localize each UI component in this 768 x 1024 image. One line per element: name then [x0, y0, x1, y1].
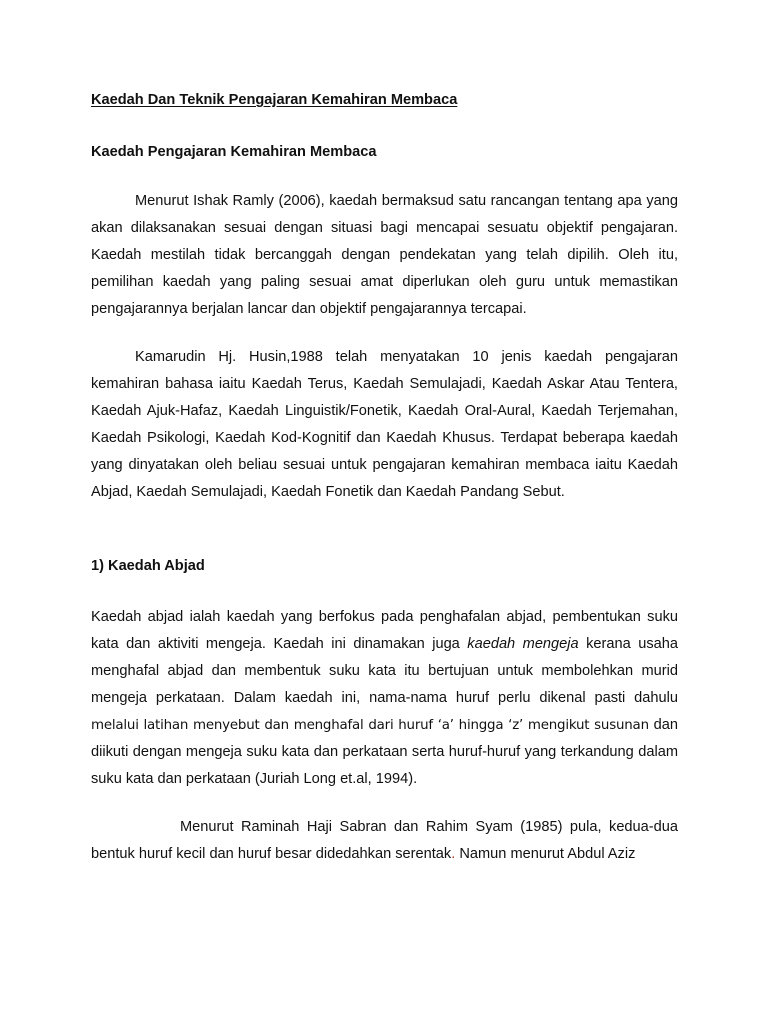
paragraph-text-alt-font: melalui latihan menyebut dan menghafal dari huruf ‘a’ hingga ‘z’ mengikut susunan — [91, 718, 649, 733]
italic-term: kaedah mengeja — [467, 636, 579, 652]
subheading-kaedah-abjad: 1) Kaedah Abjad — [91, 558, 205, 574]
section-heading: Kaedah Pengajaran Kemahiran Membaca — [91, 144, 377, 160]
paragraph-text: dan diikuti dengan mengeja suku kata dan perkataan serta huruf-huruf yang terkandung dalam suku kata dan perkataan (Juriah Long et.al, 1994). — [91, 717, 679, 787]
document-title: Kaedah Dan Teknik Pengajaran Kemahiran Membaca — [91, 92, 458, 108]
paragraph-text: Namun menurut Abdul Aziz — [455, 846, 636, 862]
paragraph-text: Kaedah abjad ialah kaedah yang berfokus pada penghafalan abjad, pembentukan suku kata dan aktiviti mengeja. Kaedah ini dinamakan juga — [91, 609, 678, 652]
red-period-mark: . — [451, 846, 456, 862]
paragraph-kamarudin: Kamarudin Hj. Husin,1988 telah menyatakan 10 jenis kaedah pengajaran kemahiran bahasa iaitu Kaedah Terus, Kaedah Semulajadi, Kaedah Askar Atau Tentera, Kaedah Ajuk-Hafaz, Kaedah Linguistik/Fonetik, Kaedah Oral-Aural, Kaedah Terjemahan, Kaedah Psikologi, Kaedah Kod-Kognitif dan Kaedah Khusus. Terdapat beberapa kaedah yang dinyatakan oleh beliau sesuai untuk pengajaran kemahiran membaca iaitu Kaedah Abjad, Kaedah Semulajadi, Kaedah Fonetik dan Kaedah Pandang Sebut. — [91, 349, 678, 500]
paragraph-raminah — [91, 814, 678, 868]
paragraph-text: kerana usaha menghafal abjad dan membentuk suku kata itu bertujuan untuk membolehkan murid mengeja perkataan. Dalam kaedah ini, nama-nama huruf perlu dikenal pasti dahulu — [91, 636, 678, 706]
paragraph-kaedah-abjad — [91, 604, 678, 793]
paragraph-text: Menurut Raminah Haji Sabran dan Rahim Syam (1985) pula, kedua-dua bentuk huruf kecil dan huruf besar didedahkan serentak — [91, 819, 678, 862]
paragraph-ishak-ramly: Menurut Ishak Ramly (2006), kaedah bermaksud satu rancangan tentang apa yang akan dilaksanakan sesuai dengan situasi bagi mencapai sesuatu objektif pengajaran. Kaedah mestilah tidak bercanggah dengan pendekatan yang telah dipilih. Oleh itu, pemilihan kaedah yang paling sesuai amat diperlukan oleh guru untuk memastikan pengajarannya berjalan lancar dan objektif pengajarannya tercapai. — [91, 193, 678, 317]
